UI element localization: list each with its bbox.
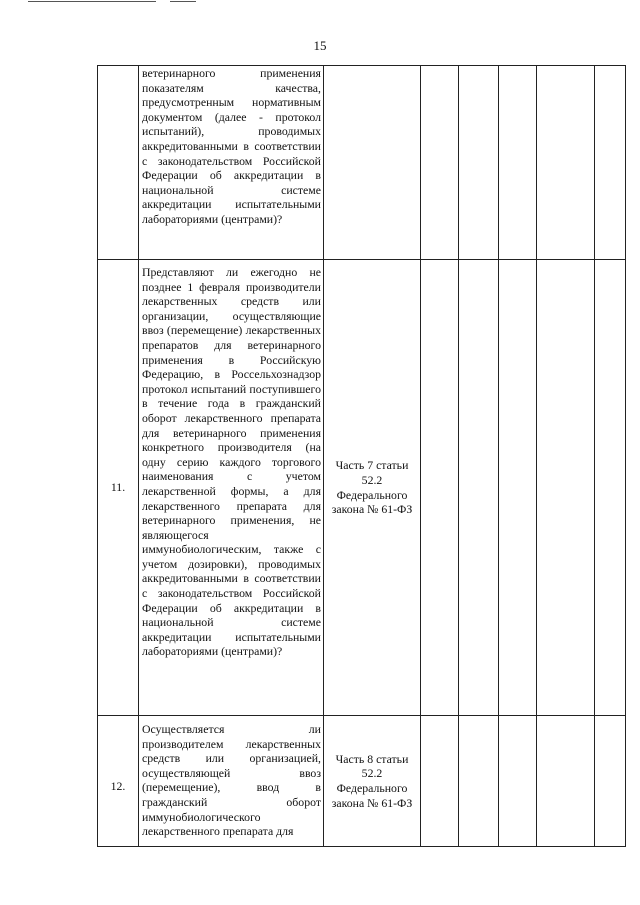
legal-reference-cell — [324, 260, 421, 716]
answer-cell — [595, 66, 626, 260]
question-cell — [139, 716, 324, 847]
table-row — [98, 66, 626, 260]
answer-cell — [421, 66, 459, 260]
row-number — [98, 66, 139, 260]
top-scan-rule-short — [170, 1, 196, 2]
checklist-table — [97, 65, 626, 847]
row-number: 11. — [98, 260, 139, 716]
answer-cell — [537, 66, 595, 260]
answer-cell — [459, 716, 499, 847]
answer-cell — [459, 260, 499, 716]
answer-cell — [595, 716, 626, 847]
top-scan-rule — [28, 1, 156, 2]
answer-cell — [499, 260, 537, 716]
question-cell — [139, 260, 324, 716]
question-text: Осуществляется ли производителем лекарственных средств или организацией, осуществляющей ввоз (перемещение), ввод в гражданский оборот иммунобиологического лекарственного препарата для — [142, 722, 321, 839]
question-cell — [139, 66, 324, 260]
row-number: 12. — [98, 716, 139, 847]
table-row — [98, 260, 626, 716]
legal-reference-cell — [324, 66, 421, 260]
legal-reference-text: Часть 7 статьи 52.2 Федерального закона № 61-ФЗ — [331, 458, 413, 517]
answer-cell — [421, 260, 459, 716]
answer-cell — [459, 66, 499, 260]
page-number: 15 — [313, 38, 327, 53]
answer-cell — [537, 716, 595, 847]
answer-cell — [421, 716, 459, 847]
question-text: Представляют ли ежегодно не позднее 1 февраля производители лекарственных средств или организации, осуществляющие ввоз (перемещение) лекарственных препаратов для ветеринарного применения в Российскую Федерацию, в Россельхознадзор протокол испытаний поступившего в течение года в гражданский оборот лекарственного препарата для ветеринарного применения конкретного производителя (на одну серию каждого торгового наименования с учетом лекарственной формы, а для лекарственного препарата для ветеринарного применения, не являющегося иммунобиологическим, также с учетом дозировки), проводимых аккредитованными в соответствии с законодательством Российской Федерации об аккредитации в национальной системе аккредитации испытательными лабораториями (центрами)? — [142, 265, 321, 659]
answer-cell — [499, 66, 537, 260]
legal-reference-cell — [324, 716, 421, 847]
legal-reference-text: Часть 8 статьи 52.2 Федерального закона № 61-ФЗ — [331, 751, 413, 810]
answer-cell — [499, 716, 537, 847]
question-text: ветеринарного применения показателям качества, предусмотренным нормативным документом (далее - протокол испытаний), проводимых аккредитованными в соответствии с законодательством Российской Федерации об аккредитации в национальной системе аккредитации испытательными лабораториями (центрами)? — [142, 66, 321, 226]
answer-cell — [595, 260, 626, 716]
table-row — [98, 716, 626, 847]
answer-cell — [537, 260, 595, 716]
